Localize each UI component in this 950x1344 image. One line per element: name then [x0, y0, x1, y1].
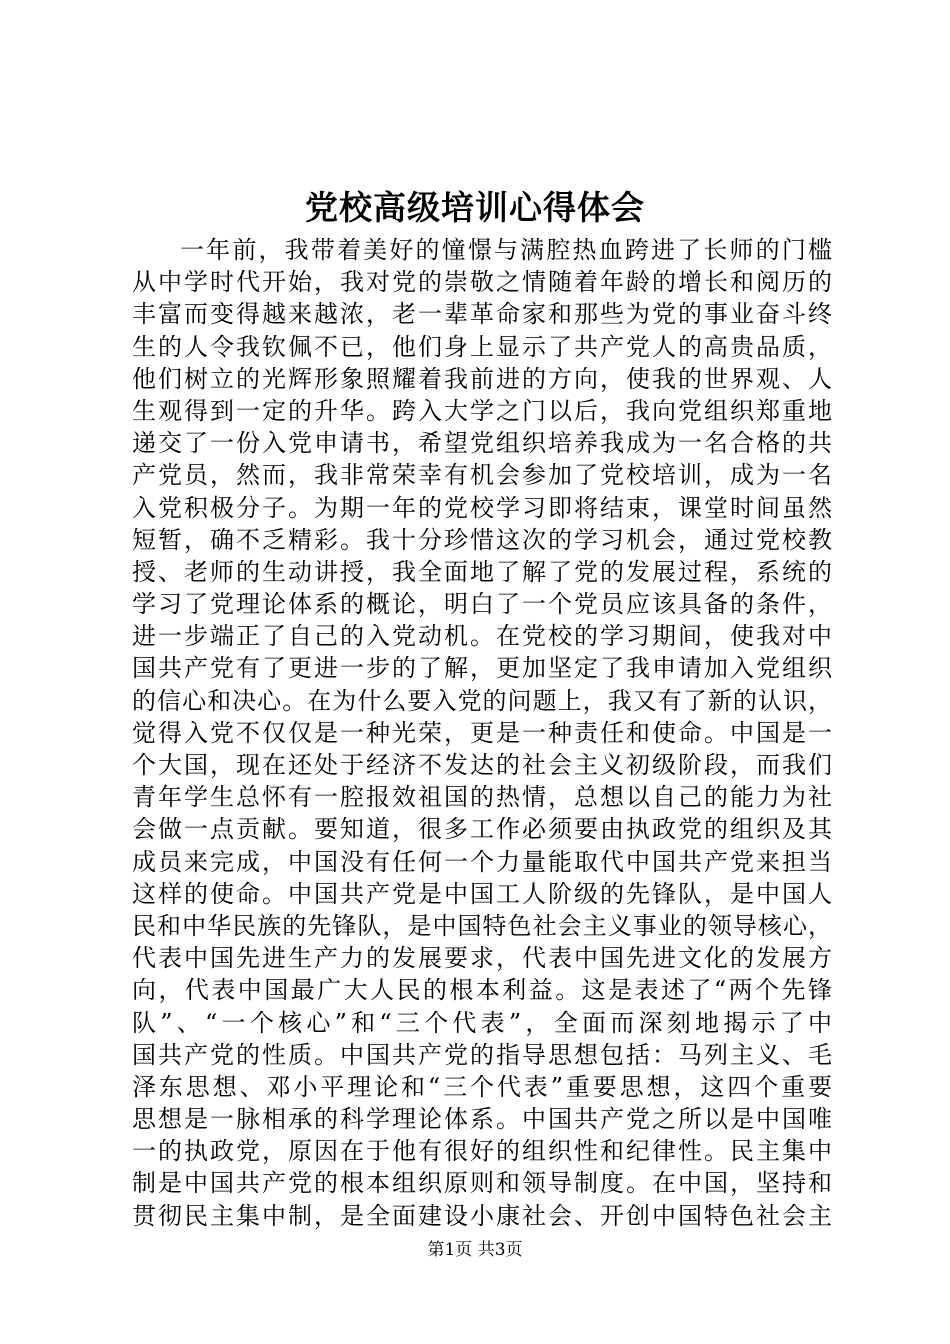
text-line: 个大国，现在还处于经济不发达的社会主义初级阶段，而我们: [132, 751, 832, 779]
text-line: 学习了党理论体系的概论，明白了一个党员应该具备的条件，: [132, 590, 832, 619]
text-line: 向，代表中国最广大人民的根本利益。这是表述了“两个先锋: [132, 976, 832, 1005]
text-line: 成员来完成，中国没有任何一个力量能取代中国共产党来担当: [132, 847, 832, 876]
text-line: 觉得入党不仅仅是一种光荣，更是一种责任和使命。中国是一: [132, 718, 832, 747]
text-line: 从中学时代开始，我对党的崇敬之情随着年龄的增长和阅历的: [132, 268, 832, 297]
text-line: 队”、“一个核心”和“三个代表”，全面而深刻地揭示了中: [132, 1008, 832, 1037]
text-line: 泽东思想、邓小平理论和“三个代表”重要思想，这四个重要: [132, 1072, 832, 1101]
text-line: 青年学生总怀有一腔报效祖国的热情，总想以自己的能力为社: [132, 783, 832, 812]
text-line: 的信心和决心。在为什么要入党的问题上，我又有了新的认识，: [132, 686, 832, 715]
text-line: 短暂，确不乏精彩。我十分珍惜这次的学习机会，通过党校教: [132, 525, 832, 554]
text-line: 国共产党的性质。中国共产党的指导思想包括：马列主义、毛: [132, 1040, 832, 1069]
text-line: 授、老师的生动讲授，我全面地了解了党的发展过程，系统的: [132, 557, 832, 586]
text-line: 贯彻民主集中制，是全面建设小康社会、开创中国特色社会主: [132, 1201, 832, 1230]
text-line: 递交了一份入党申请书，希望党组织培养我成为一名合格的共: [132, 429, 832, 458]
text-line: 产党员，然而，我非常荣幸有机会参加了党校培训，成为一名: [132, 461, 832, 490]
text-line: 民和中华民族的先锋队，是中国特色社会主义事业的领导核心，: [132, 911, 832, 940]
text-line: 思想是一脉相承的科学理论体系。中国共产党之所以是中国唯: [132, 1105, 832, 1134]
document-body: [132, 234, 832, 1232]
document-title: 党校高级培训心得体会: [305, 188, 645, 227]
text-line: 生观得到一定的升华。跨入大学之门以后，我向党组织郑重地: [132, 396, 832, 425]
text-line: 他们树立的光辉形象照耀着我前进的方向，使我的世界观、人: [132, 364, 832, 393]
text-line: 这样的使命。中国共产党是中国工人阶级的先锋队，是中国人: [132, 879, 832, 908]
text-line: 入党积极分子。为期一年的党校学习即将结束，课堂时间虽然: [132, 493, 832, 522]
text-line: 会做一点贡献。要知道，很多工作必须要由执政党的组织及其: [132, 815, 832, 844]
page-footer: 第1页 共3页: [427, 1240, 523, 1260]
text-line: 制是中国共产党的根本组织原则和领导制度。在中国，坚持和: [132, 1169, 832, 1198]
text-line: 一年前，我带着美好的憧憬与满腔热血跨进了长师的门槛: [180, 236, 832, 264]
text-line: 丰富而变得越来越浓，老一辈革命家和那些为党的事业奋斗终: [132, 300, 832, 329]
text-line: 一的执政党，原因在于他有很好的组织性和纪律性。民主集中: [132, 1137, 832, 1166]
text-line: 国共产党有了更进一步的了解，更加坚定了我申请加入党组织: [132, 654, 832, 683]
text-line: 代表中国先进生产力的发展要求，代表中国先进文化的发展方: [132, 944, 832, 973]
text-line: 进一步端正了自己的入党动机。在党校的学习期间，使我对中: [132, 622, 832, 651]
text-line: 生的人令我钦佩不已，他们身上显示了共产党人的高贵品质，: [132, 332, 832, 361]
